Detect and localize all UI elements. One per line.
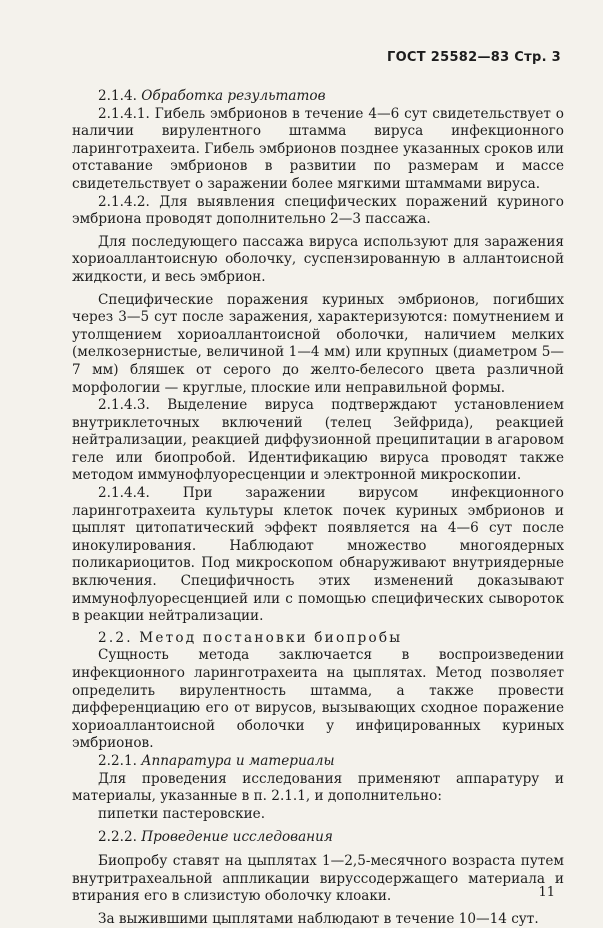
paragraph: 2.1.4.3. Выделение вируса подтверждают установлением внутриклеточных включений (телец Зейфрида), реакцией нейтрализации, реакцией диффузионной преципитации в агаровом геле или биопробой. Идентификацию вируса проводят также методом иммунофлуоресценции и электронной микроскопии. xyxy=(72,397,564,484)
section-heading-2-1-4: 2.1.4. Обработка результатов xyxy=(98,88,326,104)
paragraph: Для последующего пассажа вируса используют для заражения хориоаллантоисную оболочку, суспензированную в аллантоисной жидкости, и весь эмбрион. xyxy=(72,233,564,285)
paragraph: 2.1.4.4. При заражении вирусом инфекционного ларинготрахеита культуры клеток почек куриных эмбрионов и цыплят цитопатический эффект появляется на 4—6 сут после инокулирования. Наблюдают множество многоядерных поликариоцитов. Под микроскопом обнаруживают внутриядерные включения. Специфичность этих изменений доказывают иммунофлуоресценцией или с помощью специфических сывороток в реакции нейтрализации. xyxy=(72,485,564,625)
page-header: ГОСТ 25582—83 Стр. 3 xyxy=(386,50,561,65)
paragraph: За выжившими цыплятами наблюдают в течение 10—14 сут. xyxy=(98,910,539,927)
paragraph: Биопробу ставят на цыплятах 1—2,5-месячного возраста путем внутритрахеальной аппликации вируссодержащего материала и втирания его в слизистую оболочку клоаки. xyxy=(72,852,564,905)
paragraph: Сущность метода заключается в воспроизведении инфекционного ларинготрахеита на цыплятах. Метод позволяет определить вирулентность штамма, а также провести дифференциацию его от вирусов, вызывающих сходное поражение хориоаллантоисной оболочки у инфицированных куриных эмбрионов. xyxy=(72,647,564,752)
paragraph: 2.1.4.1. Гибель эмбрионов в течение 4—6 сут свидетельствует о наличии вирулентного штамма вируса инфекционного ларинготрахеита. Гибель эмбрионов позднее указанных сроков или отставание эмбрионов в развитии по размерам и массе свидетельствует о заражении более мягкими штаммами вируса. xyxy=(72,105,564,192)
section-heading-2-2-2: 2.2.2. Проведение исследования xyxy=(98,829,333,846)
paragraph: Специфические поражения куриных эмбрионов, погибших через 3—5 сут после заражения, характеризуются: помутнением и утолщением хориоаллантоисной оболочки, наличием мелких (мелкозернистые, величиной 1—4 мм) или крупных (диаметром 5—7 мм) бляшек от серого до желто-белесого цвета различной морфологии — круглые, плоские или неправильной формы. xyxy=(72,291,564,396)
paragraph: Для проведения исследования применяют аппаратуру и материалы, указанные в п. 2.1.1, и дополнительно: xyxy=(72,770,564,805)
paragraph: 2.1.4.2. Для выявления специфических поражений куриного эмбриона проводят дополнительно 2—3 пассажа. xyxy=(72,193,564,228)
paragraph: пипетки пастеровские. xyxy=(98,805,266,822)
page-body xyxy=(72,88,564,928)
section-heading-2-2: 2.2. Метод постановки биопробы xyxy=(98,629,403,646)
page-number: 11 xyxy=(538,885,555,900)
section-heading-2-2-1: 2.2.1. Аппаратура и материалы xyxy=(98,752,335,769)
